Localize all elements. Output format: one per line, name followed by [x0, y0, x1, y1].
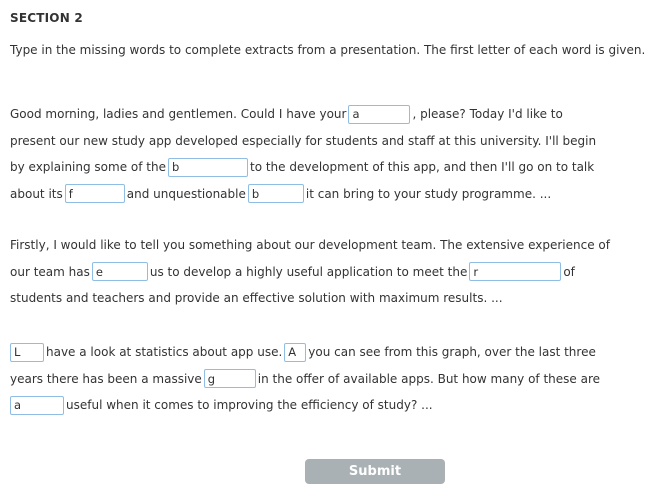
- text-segment: students and teachers and provide an effective solution with maximum results. ...: [10, 291, 503, 306]
- text-segment: years there has been a massive: [10, 371, 202, 386]
- gap-input-8[interactable]: [284, 343, 306, 362]
- paragraph-line: [10, 392, 650, 419]
- text-segment: our team has: [10, 264, 90, 279]
- text-segment: by explaining some of the: [10, 160, 166, 175]
- text-segment: to the development of this app, and then I'll go on to talk: [249, 160, 595, 175]
- text-segment: you can see from this graph, over the last three: [308, 345, 596, 360]
- paragraph-3: [10, 339, 650, 419]
- gap-input-10[interactable]: [10, 396, 64, 415]
- text-segment: and unquestionable: [126, 186, 246, 201]
- paragraph-line: [10, 339, 650, 366]
- text-segment: , please? Today I'd like to: [412, 107, 563, 122]
- paragraph-line: [10, 285, 650, 312]
- paragraph-line: [10, 259, 650, 286]
- paragraph-line: [10, 101, 650, 128]
- text-segment: it can bring to your study programme. ...: [305, 186, 552, 201]
- text-segment: have a look at statistics about app use.: [46, 345, 283, 360]
- paragraph-line: [10, 366, 650, 393]
- paragraph-1: [10, 101, 650, 207]
- paragraph-line: [10, 232, 650, 259]
- instructions: Type in the missing words to complete extracts from a presentation. The first letter of each word is given.: [10, 43, 646, 57]
- paragraph-line: [10, 154, 650, 181]
- paragraph-line: [10, 128, 650, 155]
- gap-input-9[interactable]: [204, 369, 256, 388]
- gap-input-6[interactable]: [469, 262, 561, 281]
- paragraph-line: [10, 181, 650, 208]
- gap-input-5[interactable]: [92, 262, 148, 281]
- paragraph-2: [10, 232, 650, 312]
- gap-input-7[interactable]: [10, 343, 44, 362]
- text-segment: useful when it comes to improving the efficiency of study? ...: [66, 398, 433, 413]
- gap-input-2[interactable]: [168, 158, 248, 177]
- gap-input-1[interactable]: [348, 105, 410, 124]
- text-segment: about its: [10, 186, 63, 201]
- text-segment: of: [563, 264, 575, 279]
- gap-input-3[interactable]: [65, 184, 125, 203]
- text-segment: in the offer of available apps. But how many of these are: [257, 371, 601, 386]
- text-segment: present our new study app developed especially for students and staff at this university. I'll begin: [10, 133, 597, 148]
- section-title: SECTION 2: [10, 11, 83, 25]
- submit-button[interactable]: Submit: [305, 459, 445, 484]
- gap-input-4[interactable]: [248, 184, 304, 203]
- text-segment: Good morning, ladies and gentlemen. Could I have your: [10, 107, 347, 122]
- text-segment: Firstly, I would like to tell you something about our development team. The extensive experience of: [10, 238, 610, 253]
- text-segment: us to develop a highly useful application to meet the: [149, 264, 468, 279]
